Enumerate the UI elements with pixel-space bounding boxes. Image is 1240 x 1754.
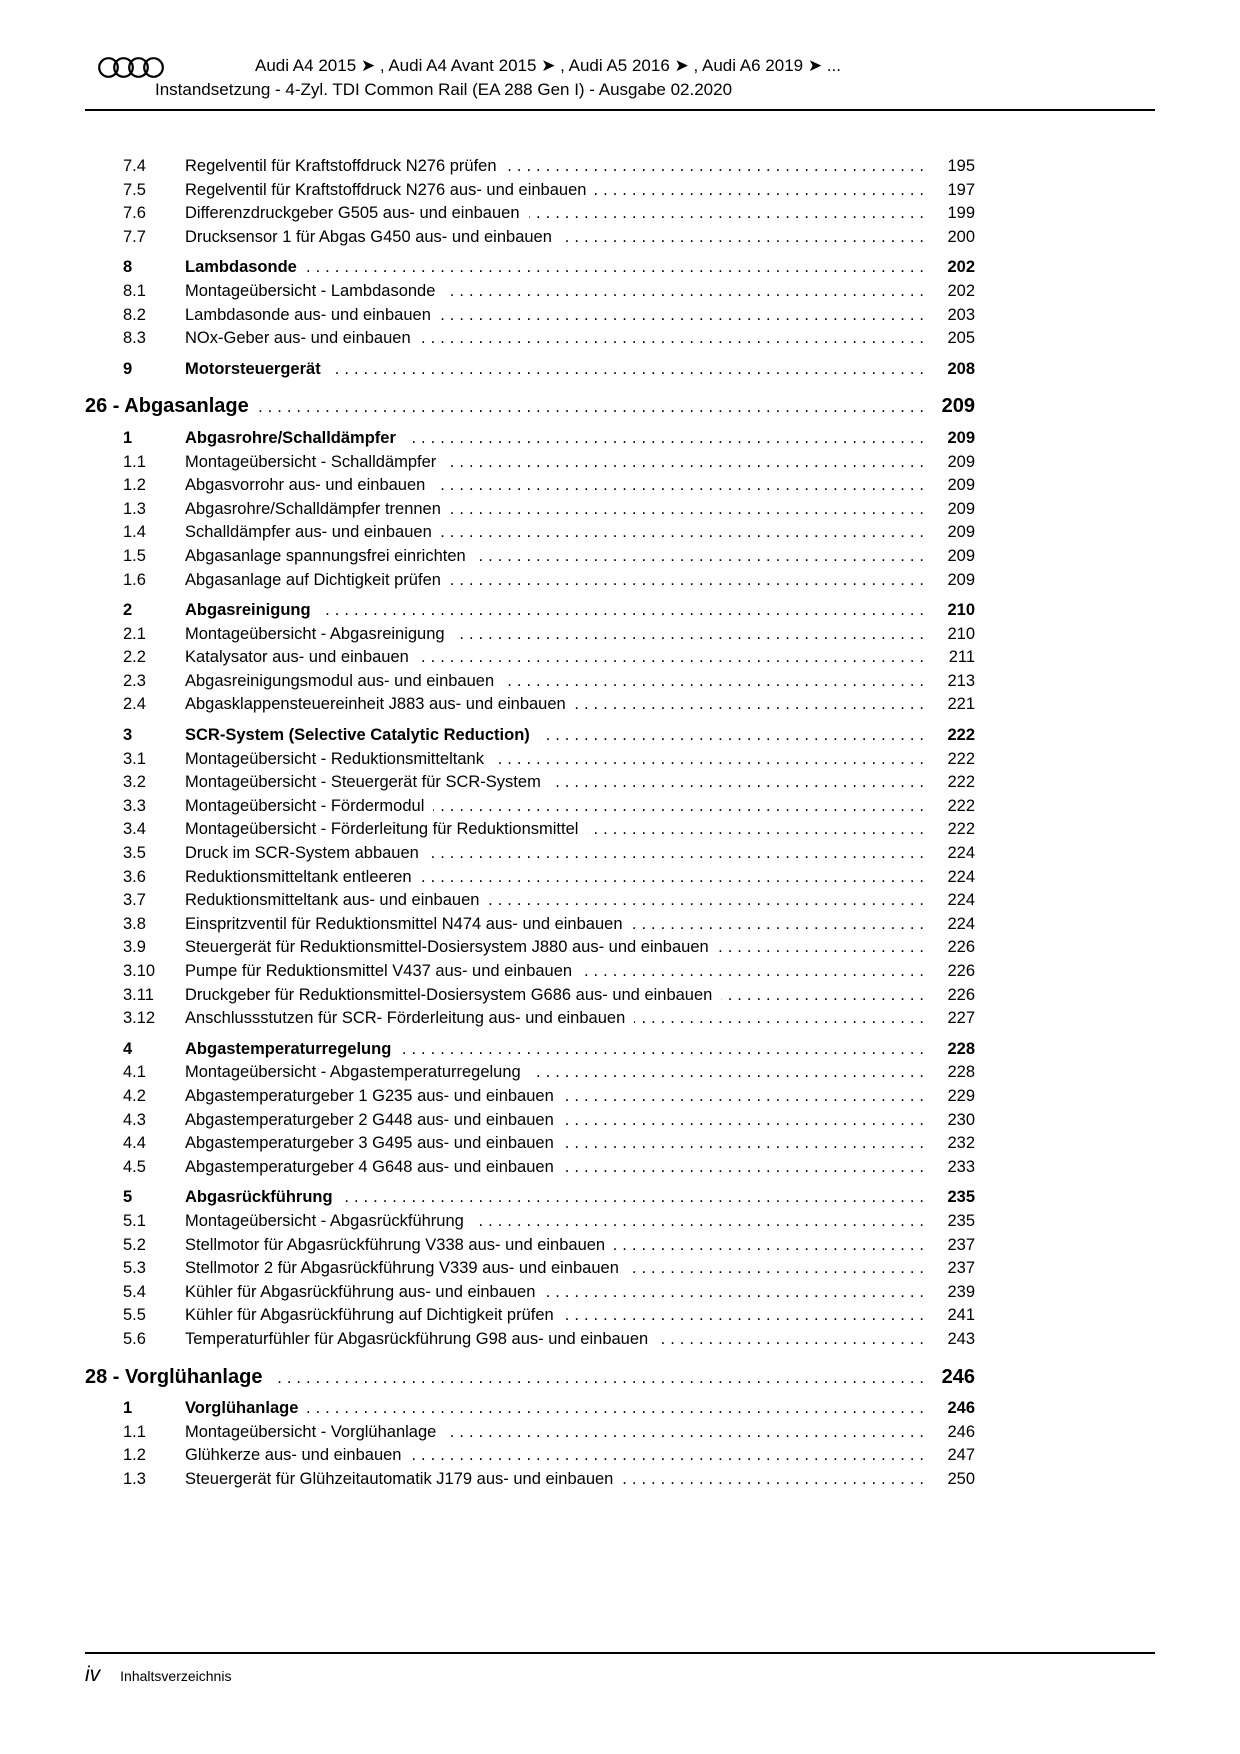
toc-leader-dots (634, 1007, 929, 1031)
toc-entry (85, 623, 975, 647)
toc-entry-number: 3.4 (123, 820, 146, 839)
toc-leader-dots (721, 984, 929, 1008)
toc-entry-number: 2 (123, 601, 133, 620)
toc-leader-dots (405, 427, 929, 451)
toc-entry-number: 2.2 (123, 648, 146, 667)
toc-entry (85, 1328, 975, 1352)
toc-entry-title: Abgastemperaturgeber 1 G235 aus- und einbauen (185, 1086, 554, 1105)
toc-entry (85, 599, 975, 623)
toc-entry-number: 1.1 (123, 1422, 146, 1441)
toc-entry-number: 3.5 (123, 844, 146, 863)
toc-entry (85, 474, 975, 498)
toc-entry-title: Druckgeber für Reduktionsmittel-Dosiersystem G686 aus- und einbauen (185, 985, 713, 1004)
toc-leader-dots (493, 748, 929, 772)
toc-leader-dots (614, 1234, 929, 1258)
header-text-block (85, 0, 1155, 102)
toc-entry-title: Vorglühanlage (185, 1399, 299, 1418)
toc-leader-dots (530, 1061, 929, 1085)
toc-entry-number: 1.2 (123, 476, 146, 495)
toc-leader-dots (410, 1444, 929, 1468)
toc-entry-number: 3.6 (123, 867, 146, 886)
toc-leader-dots (320, 599, 929, 623)
toc-entry (85, 1132, 975, 1156)
toc-entry-title: Abgastemperaturgeber 2 G448 aus- und einbauen (185, 1110, 554, 1129)
toc-entry-page: 235 (947, 1211, 975, 1230)
toc-entry-page: 222 (947, 796, 975, 815)
toc-leader-dots (454, 623, 929, 647)
toc-entry (85, 646, 975, 670)
toc-leader-dots (587, 818, 929, 842)
toc-entry-title: Abgasrückführung (185, 1188, 333, 1207)
toc-entry-page: 195 (947, 157, 975, 175)
toc-entry-page: 205 (947, 329, 975, 348)
toc-entry-number: 7.7 (123, 227, 146, 246)
toc-entry-title: Montageübersicht - Reduktionsmitteltank (185, 749, 484, 768)
toc-entry-page: 222 (947, 820, 975, 839)
toc-entry-number: 7.6 (123, 204, 146, 223)
toc-entry-title: 28 - Vorglühanlage (85, 1365, 263, 1388)
toc-entry-title: Stellmotor für Abgasrückführung V338 aus- und einbauen (185, 1235, 606, 1254)
page-header (85, 0, 1155, 111)
toc-leader-dots (561, 226, 929, 250)
toc-entry (85, 771, 975, 795)
toc-entry-title: Abgasrohre/Schalldämpfer trennen (185, 499, 441, 518)
toc-leader-dots (450, 498, 929, 522)
toc-leader-dots (657, 1328, 929, 1352)
toc-entry-number: 5.5 (123, 1306, 146, 1325)
toc-entry-page: 227 (947, 1009, 975, 1028)
toc-entry-number: 3.12 (123, 1009, 156, 1028)
toc-leader-dots (718, 936, 929, 960)
toc-leader-dots (271, 1367, 929, 1391)
toc-entry-title: Montageübersicht - Abgasreinigung (185, 624, 445, 643)
toc-leader-dots (563, 1304, 929, 1328)
toc-entry-number: 5.6 (123, 1329, 146, 1348)
toc-entry-page: 230 (947, 1110, 975, 1129)
toc-entry (85, 1444, 975, 1468)
toc-entry-title: NOx-Geber aus- und einbauen (185, 329, 411, 348)
toc-entry-number: 4.1 (123, 1063, 146, 1082)
toc-entry-page: 246 (947, 1422, 975, 1441)
toc-leader-dots (581, 960, 929, 984)
toc-entry (85, 724, 975, 748)
toc-entry-title: Glühkerze aus- und einbauen (185, 1446, 402, 1465)
toc-leader-dots (433, 795, 929, 819)
toc-entry-number: 1.1 (123, 452, 146, 471)
toc-entry-page: 250 (947, 1469, 975, 1488)
toc-entry-number: 9 (123, 359, 133, 378)
toc-leader-dots (575, 693, 929, 717)
toc-entry-page: 202 (947, 258, 975, 277)
toc-entry-page: 209 (947, 428, 975, 447)
footer-rule (85, 1652, 1155, 1654)
toc-entry-title: Lambdasonde (185, 258, 297, 277)
toc-entry-number: 2.3 (123, 671, 146, 690)
toc-leader-dots (445, 1421, 929, 1445)
toc-entry-title: Drucksensor 1 für Abgas G450 aus- und einbauen (185, 227, 552, 246)
toc-entry-title: Steuergerät für Reduktionsmittel-Dosiersystem J880 aus- und einbauen (185, 938, 709, 957)
toc-entry-title: Montageübersicht - Vorglühanlage (185, 1422, 437, 1441)
toc-leader-dots (544, 1281, 929, 1305)
toc-entry-title: Reduktionsmitteltank aus- und einbauen (185, 891, 480, 910)
header-rule (85, 109, 1155, 111)
toc-entry-page: 228 (947, 1063, 975, 1082)
toc-entry (85, 1109, 975, 1133)
toc-entry-title: Kühler für Abgasrückführung aus- und einbauen (185, 1282, 536, 1301)
toc-entry-page: 222 (947, 773, 975, 792)
toc-leader-dots (307, 1397, 929, 1421)
toc-entry (85, 451, 975, 475)
toc-entry-number: 1.4 (123, 523, 146, 542)
toc-entry-number: 1.3 (123, 1469, 146, 1488)
toc-entry-number: 7.4 (123, 157, 146, 175)
toc-entry (85, 1257, 975, 1281)
toc-leader-dots (529, 202, 929, 226)
toc-entry-number: 3.9 (123, 938, 146, 957)
toc-entry-title: Abgasanlage auf Dichtigkeit prüfen (185, 570, 441, 589)
toc-leader-dots (539, 724, 929, 748)
toc-entry-title: Abgasrohre/Schalldämpfer (185, 428, 396, 447)
toc-entry-number: 5.2 (123, 1235, 146, 1254)
toc-entry-page: 239 (947, 1282, 975, 1301)
toc-entry-page: 197 (947, 180, 975, 199)
toc-entry-number: 3 (123, 726, 133, 745)
toc-entry (85, 670, 975, 694)
toc-entry-page: 224 (947, 867, 975, 886)
toc-entry (85, 304, 975, 328)
toc-entry-page: 209 (947, 452, 975, 471)
toc-entry (85, 498, 975, 522)
toc-leader-dots (473, 1210, 929, 1234)
toc-entry-title: Montageübersicht - Steuergerät für SCR-System (185, 773, 541, 792)
toc-entry-number: 3.7 (123, 891, 146, 910)
toc-leader-dots (595, 179, 929, 203)
toc-entry-title: Motorsteuergerät (185, 359, 321, 378)
toc-leader-dots (306, 256, 929, 280)
toc-entry-number: 3.8 (123, 914, 146, 933)
toc-entry-number: 3.11 (123, 985, 154, 1004)
toc-entry-page: 209 (941, 395, 975, 418)
toc-leader-dots (421, 866, 929, 890)
toc-entry-page: 208 (947, 359, 975, 378)
header-subtitle-line: Instandsetzung - 4-Zyl. TDI Common Rail (EA 288 Gen I) - Ausgabe 02.2020 (155, 80, 733, 99)
toc-entry-title: Temperaturfühler für Abgasrückführung G98 aus- und einbauen (185, 1329, 649, 1348)
toc-leader-dots (400, 1038, 929, 1062)
toc-entry (85, 1421, 975, 1445)
toc-entry-page: 243 (947, 1329, 975, 1348)
toc-entry-number: 2.4 (123, 695, 146, 714)
toc-entry (85, 1061, 975, 1085)
toc-entry-number: 1.2 (123, 1446, 146, 1465)
toc-leader-dots (503, 670, 929, 694)
toc-entry-title: Einspritzventil für Reduktionsmittel N474 aus- und einbauen (185, 914, 623, 933)
toc-entry-title: Abgastemperaturgeber 3 G495 aus- und einbauen (185, 1134, 554, 1153)
toc-entry-page: 203 (947, 305, 975, 324)
toc-leader-dots (475, 545, 929, 569)
toc-entry-title: Montageübersicht - Schalldämpfer (185, 452, 437, 471)
toc-entry-page: 222 (947, 749, 975, 768)
toc-entry-number: 8 (123, 258, 133, 277)
toc-entry-page: 209 (947, 546, 975, 565)
toc-entry (85, 1007, 975, 1031)
toc-entry-number: 4.4 (123, 1134, 146, 1153)
toc-entry (85, 748, 975, 772)
toc-entry (85, 1038, 975, 1062)
toc-entry-page: 232 (947, 1134, 975, 1153)
toc-entry-title: Stellmotor 2 für Abgasrückführung V339 aus- und einbauen (185, 1259, 619, 1278)
toc-entry (85, 936, 975, 960)
toc-leader-dots (440, 304, 929, 328)
toc-entry-title: Schalldämpfer aus- und einbauen (185, 523, 432, 542)
toc-leader-dots (330, 358, 929, 382)
toc-entry-title: Abgasvorrohr aus- und einbauen (185, 476, 426, 495)
toc-entry (85, 179, 975, 203)
toc-leader-dots (342, 1186, 929, 1210)
toc-entry-page: 229 (947, 1086, 975, 1105)
toc-entry (85, 866, 975, 890)
toc-leader-dots (628, 1257, 929, 1281)
toc-entry (85, 395, 975, 420)
toc-entry-page: 226 (947, 938, 975, 957)
toc-entry-number: 4.5 (123, 1157, 146, 1176)
toc-entry (85, 1234, 975, 1258)
toc-leader-dots (622, 1468, 929, 1492)
toc-entry-number: 1.6 (123, 570, 146, 589)
toc-entry-title: Abgasanlage spannungsfrei einrichten (185, 546, 466, 565)
toc-entry (85, 913, 975, 937)
toc-entry (85, 358, 975, 382)
toc-entry-page: 241 (947, 1306, 975, 1325)
toc-entry (85, 1281, 975, 1305)
toc-entry-page: 209 (947, 499, 975, 518)
toc-leader-dots (563, 1109, 929, 1133)
toc-entry (85, 1468, 975, 1492)
toc-leader-dots (445, 451, 929, 475)
toc-leader-dots (450, 569, 929, 593)
toc-leader-dots (563, 1085, 929, 1109)
toc-entry (85, 1186, 975, 1210)
toc-entry-title: Reduktionsmitteltank entleeren (185, 867, 412, 886)
toc-leader-dots (444, 280, 929, 304)
toc-entry (85, 202, 975, 226)
toc-leader-dots (428, 842, 929, 866)
toc-entry-title: Regelventil für Kraftstoffdruck N276 prüfen (185, 157, 497, 175)
toc-entry-page: 210 (947, 624, 975, 643)
toc-entry-number: 3.10 (123, 962, 156, 980)
toc-entry (85, 1085, 975, 1109)
toc-entry-page: 209 (947, 523, 975, 542)
toc-entry (85, 327, 975, 351)
toc-leader-dots (506, 155, 929, 179)
footer-section-label: Inhaltsverzeichnis (120, 1668, 232, 1684)
toc-entry-number: 5.3 (123, 1259, 146, 1278)
footer-line (85, 1663, 1155, 1687)
toc-entry-page: 233 (947, 1157, 975, 1176)
toc-entry-number: 2.1 (123, 624, 146, 643)
toc-entry-number: 8.1 (123, 281, 146, 300)
toc-entry-page: 226 (947, 985, 975, 1004)
toc-entry-number: 7.5 (123, 180, 146, 199)
toc-entry (85, 1366, 975, 1391)
toc-entry (85, 256, 975, 280)
toc-entry (85, 984, 975, 1008)
toc-entry-number: 4.2 (123, 1086, 146, 1105)
toc-entry (85, 427, 975, 451)
toc-entry-page: 228 (947, 1039, 975, 1058)
toc-leader-dots (488, 889, 929, 913)
toc-entry-page: 237 (947, 1259, 975, 1278)
toc-entry-number: 3.1 (123, 749, 146, 768)
toc-entry (85, 1210, 975, 1234)
toc-entry-number: 3.3 (123, 796, 146, 815)
toc-entry-title: Katalysator aus- und einbauen (185, 648, 409, 667)
toc-entry-page: 226 (947, 962, 975, 980)
toc-entry-number: 5.4 (123, 1282, 146, 1301)
toc-entry-title: Regelventil für Kraftstoffdruck N276 aus- und einbauen (185, 180, 587, 199)
toc-leader-dots (418, 646, 929, 670)
toc-entry (85, 818, 975, 842)
toc-entry-number: 4.3 (123, 1110, 146, 1129)
audi-rings-icon (98, 56, 164, 84)
toc-entry-page: 213 (947, 671, 975, 690)
toc-entry-number: 1 (123, 1399, 133, 1418)
toc-entry-number: 5 (123, 1188, 133, 1207)
toc-entry (85, 1397, 975, 1421)
toc-entry-page: 209 (947, 476, 975, 495)
toc-entry-title: Abgastemperaturgeber 4 G648 aus- und einbauen (185, 1157, 554, 1176)
toc-entry-page: 221 (947, 695, 975, 714)
toc-leader-dots (441, 521, 929, 545)
toc-entry (85, 226, 975, 250)
toc-entry-title: Abgastemperaturregelung (185, 1039, 392, 1058)
toc-entry (85, 569, 975, 593)
toc-entry (85, 521, 975, 545)
toc-entry-title: Pumpe für Reduktionsmittel V437 aus- und einbauen (185, 962, 573, 980)
toc-entry-page: 199 (947, 204, 975, 223)
page-footer (85, 1652, 1155, 1687)
toc-entry-page: 224 (947, 891, 975, 910)
toc-entry (85, 1304, 975, 1328)
toc-entry-number: 1 (123, 428, 133, 447)
toc-leader-dots (550, 771, 929, 795)
toc-entry-page: 224 (947, 914, 975, 933)
toc-entry-page: 246 (941, 1365, 975, 1388)
toc-entry-number: 5.1 (123, 1211, 146, 1230)
toc-entry-title: Differenzdruckgeber G505 aus- und einbauen (185, 204, 520, 223)
toc-entry-title: Montageübersicht - Förderleitung für Reduktionsmittel (185, 820, 579, 839)
toc-entry (85, 960, 975, 984)
toc-entry-page: 224 (947, 844, 975, 863)
toc-entry-number: 4 (123, 1039, 133, 1058)
toc-entry-page: 247 (947, 1446, 975, 1465)
toc-entry (85, 842, 975, 866)
toc-entry-number: 1.5 (123, 546, 146, 565)
footer-page-number: iv (85, 1663, 101, 1686)
toc-entry-title: Steuergerät für Glühzeitautomatik J179 aus- und einbauen (185, 1469, 614, 1488)
toc-entry (85, 889, 975, 913)
toc-entry-page: 222 (947, 726, 975, 745)
toc-entry-page: 209 (947, 570, 975, 589)
toc-entry-page: 237 (947, 1235, 975, 1254)
toc-entry (85, 795, 975, 819)
toc-entry (85, 545, 975, 569)
toc-entry-title: 26 - Abgasanlage (85, 395, 249, 418)
toc-leader-dots (563, 1156, 929, 1180)
toc-entry-title: Montageübersicht - Fördermodul (185, 796, 425, 815)
toc-leader-dots (258, 396, 929, 420)
toc-entry-page: 200 (947, 227, 975, 246)
toc-leader-dots (420, 327, 929, 351)
toc-entry-title: Kühler für Abgasrückführung auf Dichtigkeit prüfen (185, 1306, 554, 1325)
toc-leader-dots (563, 1132, 929, 1156)
toc-entry-title: Montageübersicht - Abgasrückführung (185, 1211, 464, 1230)
toc-entry-number: 3.2 (123, 773, 146, 792)
toc-entry-title: Abgasklappensteuereinheit J883 aus- und einbauen (185, 695, 566, 714)
toc-entry-page: 202 (947, 281, 975, 300)
toc-entry-title: SCR-System (Selective Catalytic Reduction) (185, 726, 530, 745)
header-models-line: Audi A4 2015 ➤ , Audi A4 Avant 2015 ➤ , Audi A5 2016 ➤ , Audi A6 2019 ➤ ... (255, 56, 841, 75)
toc-entry (85, 280, 975, 304)
toc-entry-title: Druck im SCR-System abbauen (185, 844, 419, 863)
toc-entry-page: 211 (948, 648, 975, 667)
toc-entry-number: 8.2 (123, 305, 146, 324)
toc-entry-page: 210 (947, 601, 975, 620)
toc-leader-dots (434, 474, 929, 498)
toc-entry-page: 235 (947, 1188, 975, 1207)
toc-entry-number: 1.3 (123, 499, 146, 518)
toc-entry (85, 693, 975, 717)
toc-entry-title: Lambdasonde aus- und einbauen (185, 305, 431, 324)
toc-entry-number: 8.3 (123, 329, 146, 348)
toc-entry-title: Abgasreinigungsmodul aus- und einbauen (185, 671, 495, 690)
toc-leader-dots (632, 913, 930, 937)
toc-entry-title: Montageübersicht - Abgastemperaturregelung (185, 1063, 521, 1082)
toc-entry-title: Montageübersicht - Lambdasonde (185, 281, 436, 300)
toc-entry-page: 246 (947, 1399, 975, 1418)
toc-entry (85, 155, 975, 179)
toc-entry (85, 1156, 975, 1180)
toc-entry-title: Anschlussstutzen für SCR- Förderleitung aus- und einbauen (185, 1009, 626, 1028)
toc-list (85, 155, 975, 1491)
toc-entry-title: Abgasreinigung (185, 601, 311, 620)
